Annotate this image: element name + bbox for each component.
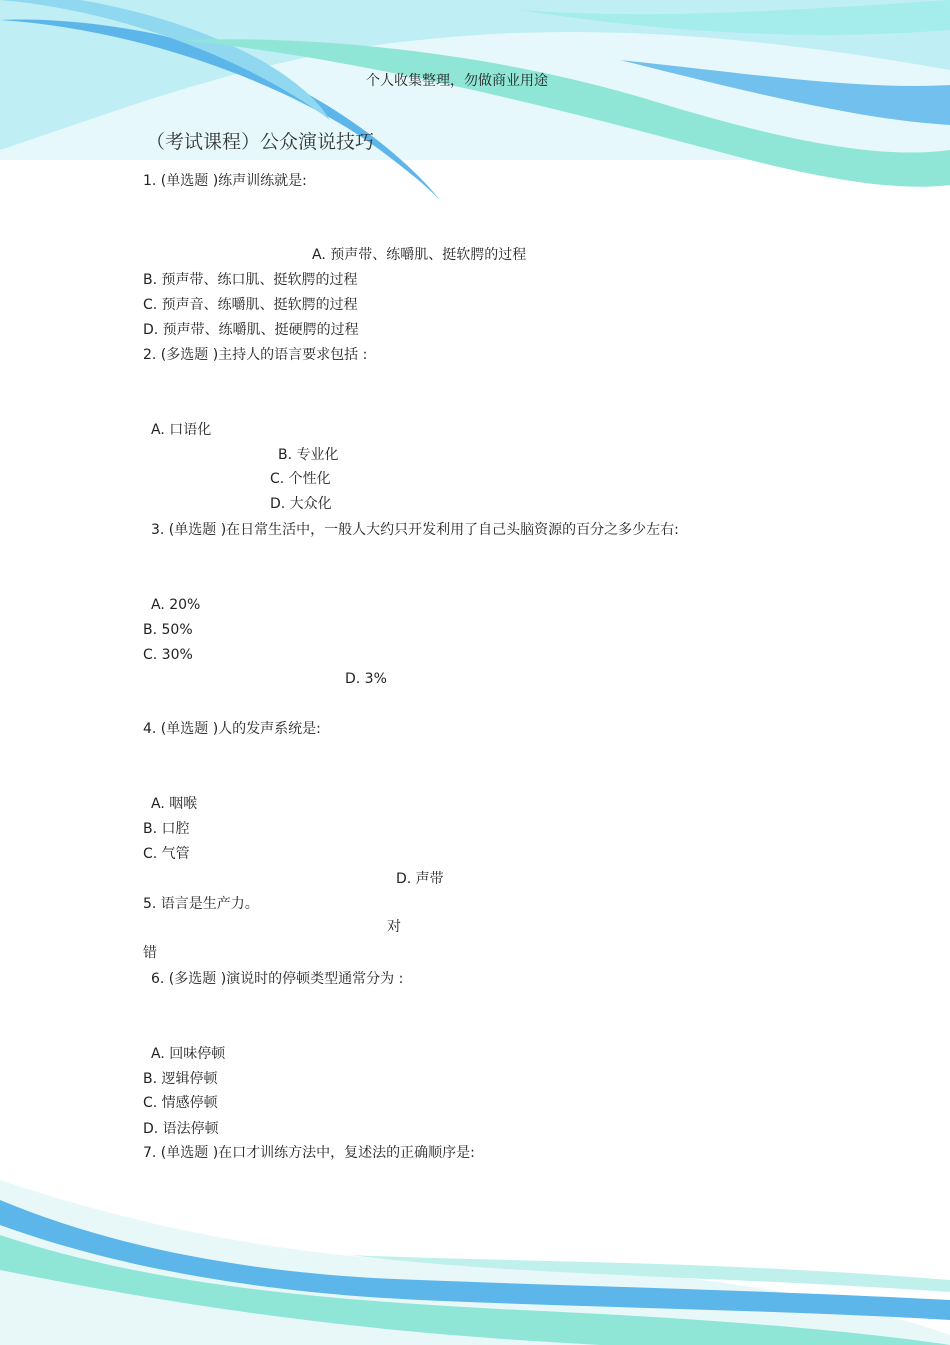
q4-option-c: C. 气管 bbox=[143, 846, 190, 862]
q6-option-c: C. 情感停顿 bbox=[143, 1095, 218, 1111]
question-7: 7. (单选题 )在口才训练方法中，复述法的正确顺序是: bbox=[143, 1145, 475, 1161]
q2-option-c: C. 个性化 bbox=[270, 471, 331, 487]
q6-option-a: A. 回味停顿 bbox=[151, 1046, 226, 1062]
q1-option-a: A. 预声带、练嚼肌、挺软腭的过程 bbox=[312, 247, 527, 263]
q3-option-a: A. 20% bbox=[151, 597, 201, 613]
question-5: 5. 语言是生产力。 bbox=[143, 896, 259, 912]
q3-option-d: D. 3% bbox=[345, 671, 387, 687]
q1-option-d: D. 预声带、练嚼肌、挺硬腭的过程 bbox=[143, 322, 359, 338]
q4-option-b: B. 口腔 bbox=[143, 821, 190, 837]
question-3: 3. (单选题 )在日常生活中，一般人大约只开发利用了自己头脑资源的百分之多少左右: bbox=[151, 522, 679, 538]
q6-option-d: D. 语法停顿 bbox=[143, 1121, 219, 1137]
question-2: 2. (多选题 )主持人的语言要求包括 : bbox=[143, 347, 368, 363]
question-6: 6. (多选题 )演说时的停顿类型通常分为 : bbox=[151, 971, 404, 987]
q4-option-d: D. 声带 bbox=[396, 871, 444, 887]
page-header: 个人收集整理，勿做商业用途 bbox=[366, 73, 548, 89]
q5-option-true: 对 bbox=[387, 919, 401, 935]
question-1: 1. (单选题 )练声训练就是: bbox=[143, 173, 307, 189]
q2-option-a: A. 口语化 bbox=[151, 422, 212, 438]
q5-option-false: 错 bbox=[143, 945, 157, 961]
q1-option-c: C. 预声音、练嚼肌、挺软腭的过程 bbox=[143, 297, 358, 313]
q4-option-a: A. 咽喉 bbox=[151, 796, 198, 812]
question-4: 4. (单选题 )人的发声系统是: bbox=[143, 721, 321, 737]
q3-option-b: B. 50% bbox=[143, 622, 193, 638]
q3-option-c: C. 30% bbox=[143, 647, 193, 663]
q2-option-d: D. 大众化 bbox=[270, 496, 332, 512]
q1-option-b: B. 预声带、练口肌、挺软腭的过程 bbox=[143, 272, 358, 288]
q6-option-b: B. 逻辑停顿 bbox=[143, 1071, 218, 1087]
page-title: （考试课程）公众演说技巧 bbox=[146, 131, 375, 153]
q2-option-b: B. 专业化 bbox=[278, 447, 339, 463]
